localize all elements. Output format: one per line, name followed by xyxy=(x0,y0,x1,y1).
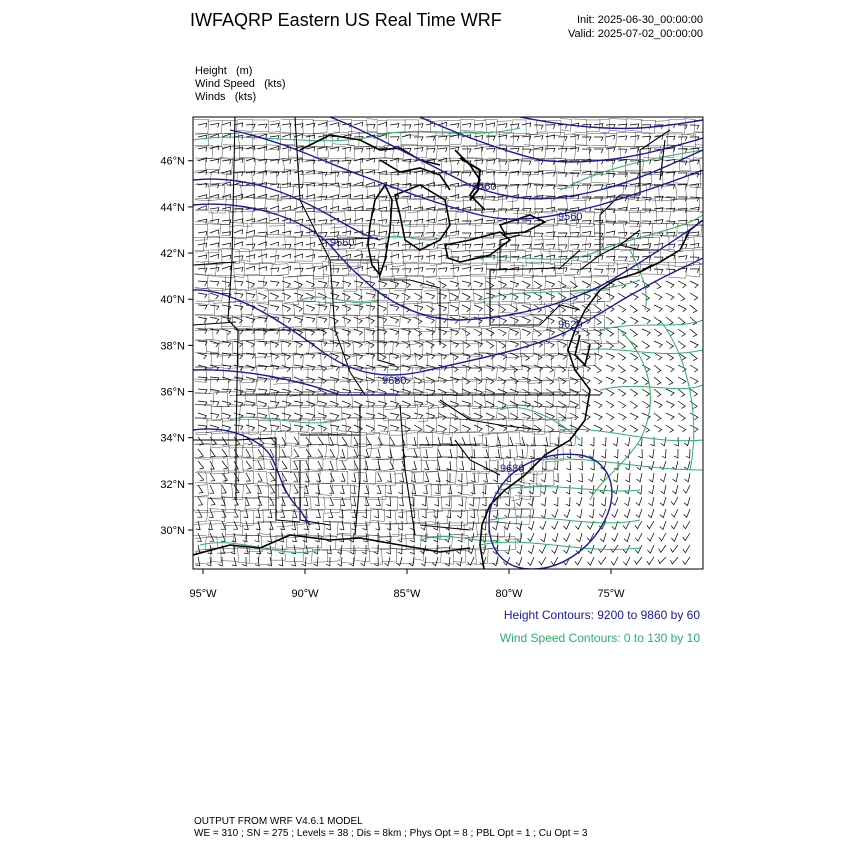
height-contour-label: 9680 xyxy=(500,463,525,475)
height-contour-info: Height Contours: 9200 to 9860 by 60 xyxy=(503,608,700,622)
valid-time: Valid: 2025-07-02_00:00:00 xyxy=(568,28,703,40)
height-contour-label: 9680 xyxy=(382,375,407,387)
lon-label: 75°W xyxy=(597,588,625,600)
height-contour-label: 9560 xyxy=(558,211,583,223)
longitude-ticks xyxy=(203,569,611,574)
footer-model-line: OUTPUT FROM WRF V4.6.1 MODEL xyxy=(194,816,363,827)
lon-label: 95°W xyxy=(189,588,217,600)
latitude-labels xyxy=(160,156,185,537)
wind-contour-info: Wind Speed Contours: 0 to 130 by 10 xyxy=(499,631,700,645)
lon-label: 80°W xyxy=(495,588,523,600)
lat-label: 36°N xyxy=(160,386,185,399)
field-wind-speed: Wind Speed (kts) xyxy=(195,78,286,90)
field-height: Height (m) xyxy=(195,65,253,77)
lon-label: 85°W xyxy=(393,588,421,600)
latitude-ticks xyxy=(188,161,193,530)
lat-label: 30°N xyxy=(160,525,185,537)
county-outline xyxy=(702,224,717,236)
lat-label: 40°N xyxy=(160,294,185,307)
lat-label: 32°N xyxy=(160,478,185,491)
footer-config-line: WE = 310 ; SN = 275 ; Levels = 38 ; Dis = 8km ; Phys Opt = 8 ; PBL Opt = 1 ; Cu Opt = 3 xyxy=(194,828,588,839)
lat-label: 42°N xyxy=(160,248,185,261)
init-time: Init: 2025-06-30_00:00:00 xyxy=(577,14,703,26)
lat-label: 44°N xyxy=(160,201,185,214)
height-contour-label: 9620 xyxy=(558,319,583,331)
height-contour-label: 9560 xyxy=(330,237,355,249)
lon-label: 90°W xyxy=(291,588,319,600)
lat-label: 46°N xyxy=(160,155,185,168)
field-winds: Winds (kts) xyxy=(195,91,257,103)
longitude-labels xyxy=(189,588,625,600)
lat-label: 34°N xyxy=(160,432,185,445)
height-contour-label: 9560 xyxy=(472,181,497,193)
map-title: IWFAQRP Eastern US Real Time WRF xyxy=(190,10,502,30)
lat-label: 38°N xyxy=(160,340,185,353)
model-footer xyxy=(194,816,587,840)
